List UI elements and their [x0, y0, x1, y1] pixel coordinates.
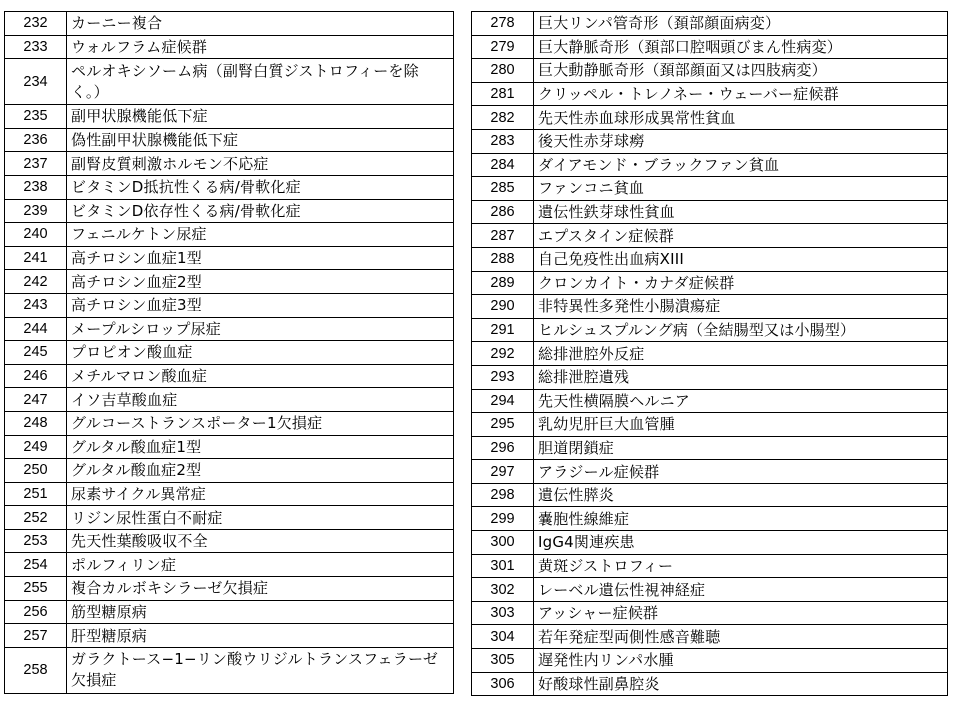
- disease-name: 筋型糖原病: [67, 600, 454, 624]
- disease-name: 先天性赤血球形成異常性貧血: [534, 106, 948, 130]
- disease-number: 257: [5, 624, 67, 648]
- table-row: [5, 411, 454, 435]
- table-row: [472, 82, 948, 106]
- table-row: [472, 177, 948, 201]
- disease-name: クロンカイト・カナダ症候群: [534, 271, 948, 295]
- disease-number: 289: [472, 271, 534, 295]
- disease-number: 296: [472, 436, 534, 460]
- disease-name: 嚢胞性線維症: [534, 507, 948, 531]
- disease-number: 252: [5, 506, 67, 530]
- table-row: [5, 12, 454, 36]
- table-row: [472, 531, 948, 555]
- disease-number: 255: [5, 577, 67, 601]
- disease-name: 偽性副甲状腺機能低下症: [67, 128, 454, 152]
- disease-number: 279: [472, 35, 534, 59]
- disease-name: ダイアモンド・ブラックファン貧血: [534, 153, 948, 177]
- table-row: [5, 317, 454, 341]
- disease-name: グルコーストランスポーター1欠損症: [67, 411, 454, 435]
- disease-number: 256: [5, 600, 67, 624]
- table-row: [5, 270, 454, 294]
- table-row: [472, 247, 948, 271]
- disease-name: ヒルシュスプルング病（全結腸型又は小腸型）: [534, 318, 948, 342]
- table-row: [472, 601, 948, 625]
- table-row: [472, 365, 948, 389]
- disease-name: 非特異性多発性小腸潰瘍症: [534, 295, 948, 319]
- table-row: [5, 600, 454, 624]
- disease-name: 先天性横隔膜ヘルニア: [534, 389, 948, 413]
- disease-number: 282: [472, 106, 534, 130]
- disease-number: 237: [5, 152, 67, 176]
- table-row: [472, 106, 948, 130]
- disease-name: クリッペル・トレノネー・ウェーバー症候群: [534, 82, 948, 106]
- disease-name: リジン尿性蛋白不耐症: [67, 506, 454, 530]
- disease-name: 複合カルボキシラーゼ欠損症: [67, 577, 454, 601]
- table-row: [472, 59, 948, 83]
- disease-name: 黄斑ジストロフィー: [534, 554, 948, 578]
- table-row: [5, 175, 454, 199]
- disease-number: 284: [472, 153, 534, 177]
- disease-number: 286: [472, 200, 534, 224]
- disease-number: 298: [472, 483, 534, 507]
- table-row: [5, 152, 454, 176]
- table-row: [5, 624, 454, 648]
- table-row: [472, 389, 948, 413]
- disease-number: 251: [5, 482, 67, 506]
- disease-name: 高チロシン血症2型: [67, 270, 454, 294]
- disease-number: 306: [472, 672, 534, 696]
- right-table-body: [472, 12, 948, 696]
- disease-number: 234: [5, 59, 67, 105]
- disease-name: 若年発症型両側性感音難聴: [534, 625, 948, 649]
- disease-number: 294: [472, 389, 534, 413]
- disease-number: 245: [5, 341, 67, 365]
- disease-name: 後天性赤芽球癆: [534, 129, 948, 153]
- disease-number: 295: [472, 413, 534, 437]
- disease-name: グルタル酸血症2型: [67, 459, 454, 483]
- disease-name: 遅発性内リンパ水腫: [534, 649, 948, 673]
- disease-name: アラジール症候群: [534, 460, 948, 484]
- disease-name: IgG4関連疾患: [534, 531, 948, 555]
- table-row: [472, 625, 948, 649]
- table-row: [5, 482, 454, 506]
- table-row: [5, 35, 454, 59]
- disease-number: 239: [5, 199, 67, 223]
- disease-number: 293: [472, 365, 534, 389]
- table-row: [5, 293, 454, 317]
- disease-number: 236: [5, 128, 67, 152]
- disease-name: 胆道閉鎖症: [534, 436, 948, 460]
- disease-name: ウォルフラム症候群: [67, 35, 454, 59]
- disease-number: 254: [5, 553, 67, 577]
- disease-number: 301: [472, 554, 534, 578]
- disease-name: 総排泄腔外反症: [534, 342, 948, 366]
- right-disease-table: [471, 11, 948, 696]
- table-row: [472, 200, 948, 224]
- table-row: [5, 199, 454, 223]
- disease-number: 285: [472, 177, 534, 201]
- disease-number: 288: [472, 247, 534, 271]
- disease-name: 巨大静脈奇形（頚部口腔咽頭びまん性病変）: [534, 35, 948, 59]
- disease-number: 250: [5, 459, 67, 483]
- table-row: [5, 388, 454, 412]
- table-row: [5, 223, 454, 247]
- left-disease-table: [4, 11, 454, 694]
- disease-name: ビタミンD抵抗性くる病/骨軟化症: [67, 175, 454, 199]
- table-row: [5, 246, 454, 270]
- disease-name: 自己免疫性出血病XIII: [534, 247, 948, 271]
- disease-number: 232: [5, 12, 67, 36]
- disease-name: 先天性葉酸吸収不全: [67, 529, 454, 553]
- disease-name: プロピオン酸血症: [67, 341, 454, 365]
- disease-name: 総排泄腔遺残: [534, 365, 948, 389]
- disease-name: 巨大動静脈奇形（頚部顔面又は四肢病変）: [534, 59, 948, 83]
- disease-number: 280: [472, 59, 534, 83]
- table-row: [472, 12, 948, 36]
- table-row: [472, 295, 948, 319]
- disease-name: 遺伝性鉄芽球性貧血: [534, 200, 948, 224]
- table-row: [5, 506, 454, 530]
- disease-name: 高チロシン血症1型: [67, 246, 454, 270]
- disease-number: 241: [5, 246, 67, 270]
- disease-number: 243: [5, 293, 67, 317]
- table-row: [5, 459, 454, 483]
- table-row: [472, 554, 948, 578]
- disease-number: 303: [472, 601, 534, 625]
- disease-name: 遺伝性膵炎: [534, 483, 948, 507]
- disease-name: 副腎皮質刺激ホルモン不応症: [67, 152, 454, 176]
- disease-name: グルタル酸血症1型: [67, 435, 454, 459]
- disease-name: イソ吉草酸血症: [67, 388, 454, 412]
- disease-number: 278: [472, 12, 534, 36]
- table-row: [472, 483, 948, 507]
- disease-name: 肝型糖原病: [67, 624, 454, 648]
- disease-number: 287: [472, 224, 534, 248]
- disease-number: 235: [5, 105, 67, 129]
- disease-number: 244: [5, 317, 67, 341]
- table-row: [472, 271, 948, 295]
- disease-number: 283: [472, 129, 534, 153]
- disease-name: メープルシロップ尿症: [67, 317, 454, 341]
- disease-number: 249: [5, 435, 67, 459]
- disease-number: 258: [5, 647, 67, 693]
- disease-name: 副甲状腺機能低下症: [67, 105, 454, 129]
- disease-number: 253: [5, 529, 67, 553]
- disease-number: 290: [472, 295, 534, 319]
- disease-name: ビタミンD依存性くる病/骨軟化症: [67, 199, 454, 223]
- disease-name: エプスタイン症候群: [534, 224, 948, 248]
- disease-number: 292: [472, 342, 534, 366]
- table-row: [5, 59, 454, 105]
- table-row: [5, 529, 454, 553]
- disease-name: メチルマロン酸血症: [67, 364, 454, 388]
- disease-number: 233: [5, 35, 67, 59]
- disease-name: 尿素サイクル異常症: [67, 482, 454, 506]
- table-row: [5, 341, 454, 365]
- table-row: [472, 578, 948, 602]
- table-row: [472, 318, 948, 342]
- disease-name: フェニルケトン尿症: [67, 223, 454, 247]
- table-row: [472, 153, 948, 177]
- disease-name: ペルオキシソーム病（副腎白質ジストロフィーを除く。）: [67, 59, 454, 105]
- table-row: [472, 224, 948, 248]
- disease-number: 240: [5, 223, 67, 247]
- table-row: [472, 649, 948, 673]
- table-row: [472, 35, 948, 59]
- table-row: [5, 364, 454, 388]
- table-row: [5, 435, 454, 459]
- disease-name: アッシャー症候群: [534, 601, 948, 625]
- table-row: [5, 647, 454, 693]
- disease-number: 291: [472, 318, 534, 342]
- table-row: [5, 105, 454, 129]
- disease-name: ファンコニ貧血: [534, 177, 948, 201]
- disease-name: 高チロシン血症3型: [67, 293, 454, 317]
- disease-number: 247: [5, 388, 67, 412]
- disease-name: ガラクトース−1−リン酸ウリジルトランスフェラーゼ欠損症: [67, 647, 454, 693]
- disease-number: 305: [472, 649, 534, 673]
- table-row: [5, 553, 454, 577]
- disease-number: 248: [5, 411, 67, 435]
- disease-number: 242: [5, 270, 67, 294]
- disease-number: 299: [472, 507, 534, 531]
- table-row: [472, 507, 948, 531]
- disease-name: レーベル遺伝性視神経症: [534, 578, 948, 602]
- disease-name: 好酸球性副鼻腔炎: [534, 672, 948, 696]
- disease-name: カーニー複合: [67, 12, 454, 36]
- table-row: [472, 436, 948, 460]
- table-row: [472, 672, 948, 696]
- table-row: [472, 413, 948, 437]
- disease-name: 乳幼児肝巨大血管腫: [534, 413, 948, 437]
- table-row: [472, 129, 948, 153]
- left-table-body: [5, 12, 454, 694]
- disease-number: 304: [472, 625, 534, 649]
- table-row: [472, 460, 948, 484]
- disease-name: ポルフィリン症: [67, 553, 454, 577]
- table-row: [472, 342, 948, 366]
- table-row: [5, 577, 454, 601]
- disease-number: 302: [472, 578, 534, 602]
- disease-number: 246: [5, 364, 67, 388]
- disease-number: 297: [472, 460, 534, 484]
- disease-number: 281: [472, 82, 534, 106]
- disease-name: 巨大リンパ管奇形（頚部顔面病変）: [534, 12, 948, 36]
- disease-number: 300: [472, 531, 534, 555]
- table-row: [5, 128, 454, 152]
- disease-number: 238: [5, 175, 67, 199]
